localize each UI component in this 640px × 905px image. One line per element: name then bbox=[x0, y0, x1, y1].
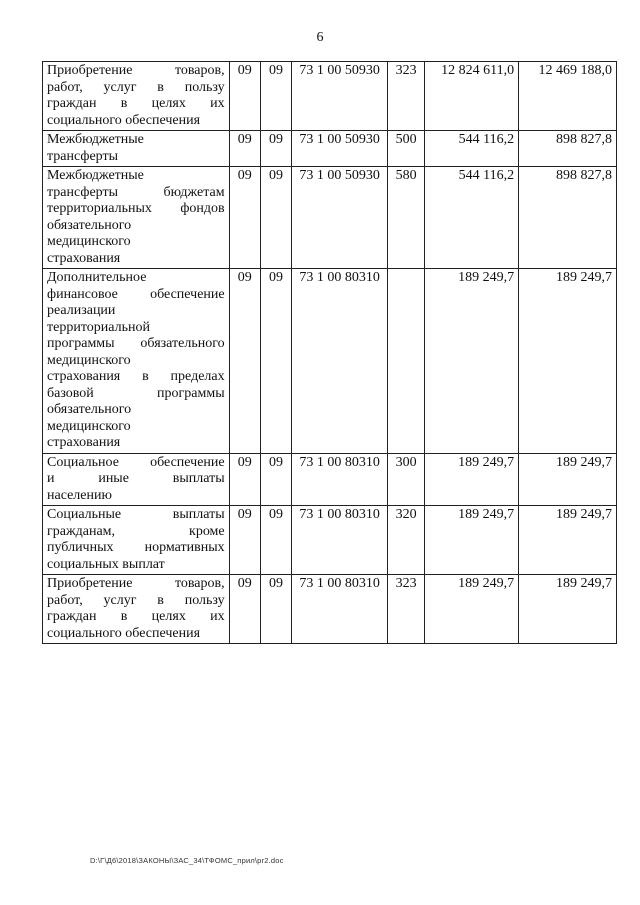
expense-name-line: программы обязательного bbox=[47, 336, 225, 351]
file-path-footer: D:\Г\Д6\2018\ЗАКОНЫ\ЗАС_34\ТФОМС_прил\pr2.doc bbox=[90, 856, 284, 865]
expense-name-line: граждан в целях их bbox=[47, 96, 225, 111]
page-number: 6 bbox=[316, 30, 324, 45]
expense-name-line: Приобретение товаров, bbox=[47, 576, 225, 591]
expense-name-line: трансферты бюджетам bbox=[47, 184, 225, 200]
expense-name-line: трансферты bbox=[47, 148, 119, 164]
expense-name-line: социального обеспечения bbox=[47, 625, 201, 641]
expense-type-cell: 323 bbox=[387, 62, 424, 131]
table-row bbox=[43, 575, 617, 644]
amount-year2-cell: 898 827,8 bbox=[519, 131, 617, 167]
expense-type-cell: 580 bbox=[387, 167, 424, 269]
target-article-cell: 73 1 00 50930 bbox=[292, 167, 388, 269]
table-row bbox=[43, 131, 617, 167]
target-article-cell: 73 1 00 80310 bbox=[292, 575, 388, 644]
expense-name-cell bbox=[43, 453, 230, 506]
table-row bbox=[43, 167, 617, 269]
expense-type-cell: 500 bbox=[387, 131, 424, 167]
section-code-cell: 09 bbox=[229, 575, 260, 644]
amount-year1-cell: 189 249,7 bbox=[425, 269, 519, 454]
expense-name-cell bbox=[43, 62, 230, 131]
subsection-code-cell: 09 bbox=[260, 575, 291, 644]
target-article-cell: 73 1 00 50930 bbox=[292, 131, 388, 167]
amount-year1-cell: 189 249,7 bbox=[425, 506, 519, 575]
budget-table bbox=[42, 61, 617, 644]
expense-name-line: базовой программы bbox=[47, 385, 225, 401]
expense-name-line: медицинского bbox=[47, 418, 131, 434]
expense-name-line: территориальной bbox=[47, 319, 150, 335]
expense-name-cell bbox=[43, 167, 230, 269]
expense-name-line: населению bbox=[47, 487, 112, 503]
subsection-code-cell: 09 bbox=[260, 131, 291, 167]
amount-year2-cell: 189 249,7 bbox=[519, 453, 617, 506]
table-row bbox=[43, 453, 617, 506]
expense-name-line: социального обеспечения bbox=[47, 112, 201, 128]
expense-name-line: страхования в пределах bbox=[47, 369, 225, 384]
subsection-code-cell: 09 bbox=[260, 269, 291, 454]
target-article-cell: 73 1 00 80310 bbox=[292, 453, 388, 506]
amount-year2-cell: 189 249,7 bbox=[519, 575, 617, 644]
expense-type-cell: 320 bbox=[387, 506, 424, 575]
expense-name-line: граждан в целях их bbox=[47, 609, 225, 624]
expense-name-cell bbox=[43, 131, 230, 167]
expense-name-line: гражданам, кроме bbox=[47, 523, 225, 539]
target-article-cell: 73 1 00 80310 bbox=[292, 269, 388, 454]
expense-name-line: публичных нормативных bbox=[47, 540, 225, 555]
expense-name-line: финансовое обеспечение bbox=[47, 286, 225, 302]
expense-name-cell bbox=[43, 575, 230, 644]
expense-name-line: страхования bbox=[47, 250, 121, 266]
amount-year1-cell: 189 249,7 bbox=[425, 453, 519, 506]
expense-name-line: реализации bbox=[47, 303, 116, 318]
expense-name-line: работ, услуг в пользу bbox=[47, 79, 225, 95]
subsection-code-cell: 09 bbox=[260, 453, 291, 506]
expense-name-line: социальных выплат bbox=[47, 556, 165, 572]
expense-name-line: Приобретение товаров, bbox=[47, 63, 225, 78]
section-code-cell: 09 bbox=[229, 453, 260, 506]
expense-name-line: Социальные выплаты bbox=[47, 507, 225, 522]
expense-name-line: Дополнительное bbox=[47, 270, 147, 285]
expense-type-cell: 300 bbox=[387, 453, 424, 506]
expense-name-line: работ, услуг в пользу bbox=[47, 592, 225, 608]
expense-name-cell bbox=[43, 506, 230, 575]
section-code-cell: 09 bbox=[229, 167, 260, 269]
expense-name-line: медицинского bbox=[47, 234, 131, 249]
amount-year2-cell: 898 827,8 bbox=[519, 167, 617, 269]
amount-year2-cell: 12 469 188,0 bbox=[519, 62, 617, 131]
table-row bbox=[43, 62, 617, 131]
amount-year1-cell: 544 116,2 bbox=[425, 167, 519, 269]
section-code-cell: 09 bbox=[229, 62, 260, 131]
expense-type-cell: 323 bbox=[387, 575, 424, 644]
expense-name-line: страхования bbox=[47, 435, 121, 450]
amount-year2-cell: 189 249,7 bbox=[519, 269, 617, 454]
amount-year2-cell: 189 249,7 bbox=[519, 506, 617, 575]
expense-name-line: обязательного bbox=[47, 402, 132, 417]
expense-name-line: медицинского bbox=[47, 352, 131, 368]
expense-name-line: обязательного bbox=[47, 217, 132, 233]
amount-year1-cell: 544 116,2 bbox=[425, 131, 519, 167]
section-code-cell: 09 bbox=[229, 269, 260, 454]
amount-year1-cell: 12 824 611,0 bbox=[425, 62, 519, 131]
table-row bbox=[43, 506, 617, 575]
subsection-code-cell: 09 bbox=[260, 506, 291, 575]
target-article-cell: 73 1 00 50930 bbox=[292, 62, 388, 131]
expense-type-cell bbox=[387, 269, 424, 454]
subsection-code-cell: 09 bbox=[260, 167, 291, 269]
target-article-cell: 73 1 00 80310 bbox=[292, 506, 388, 575]
amount-year1-cell: 189 249,7 bbox=[425, 575, 519, 644]
expense-name-cell bbox=[43, 269, 230, 454]
section-code-cell: 09 bbox=[229, 506, 260, 575]
section-code-cell: 09 bbox=[229, 131, 260, 167]
expense-name-line: и иные выплаты bbox=[47, 471, 225, 486]
expense-name-line: Межбюджетные bbox=[47, 168, 144, 183]
expense-name-line: территориальных фондов bbox=[47, 201, 225, 216]
table-row bbox=[43, 269, 617, 454]
expense-name-line: Социальное обеспечение bbox=[47, 454, 225, 470]
expense-name-line: Межбюджетные bbox=[47, 132, 144, 147]
subsection-code-cell: 09 bbox=[260, 62, 291, 131]
